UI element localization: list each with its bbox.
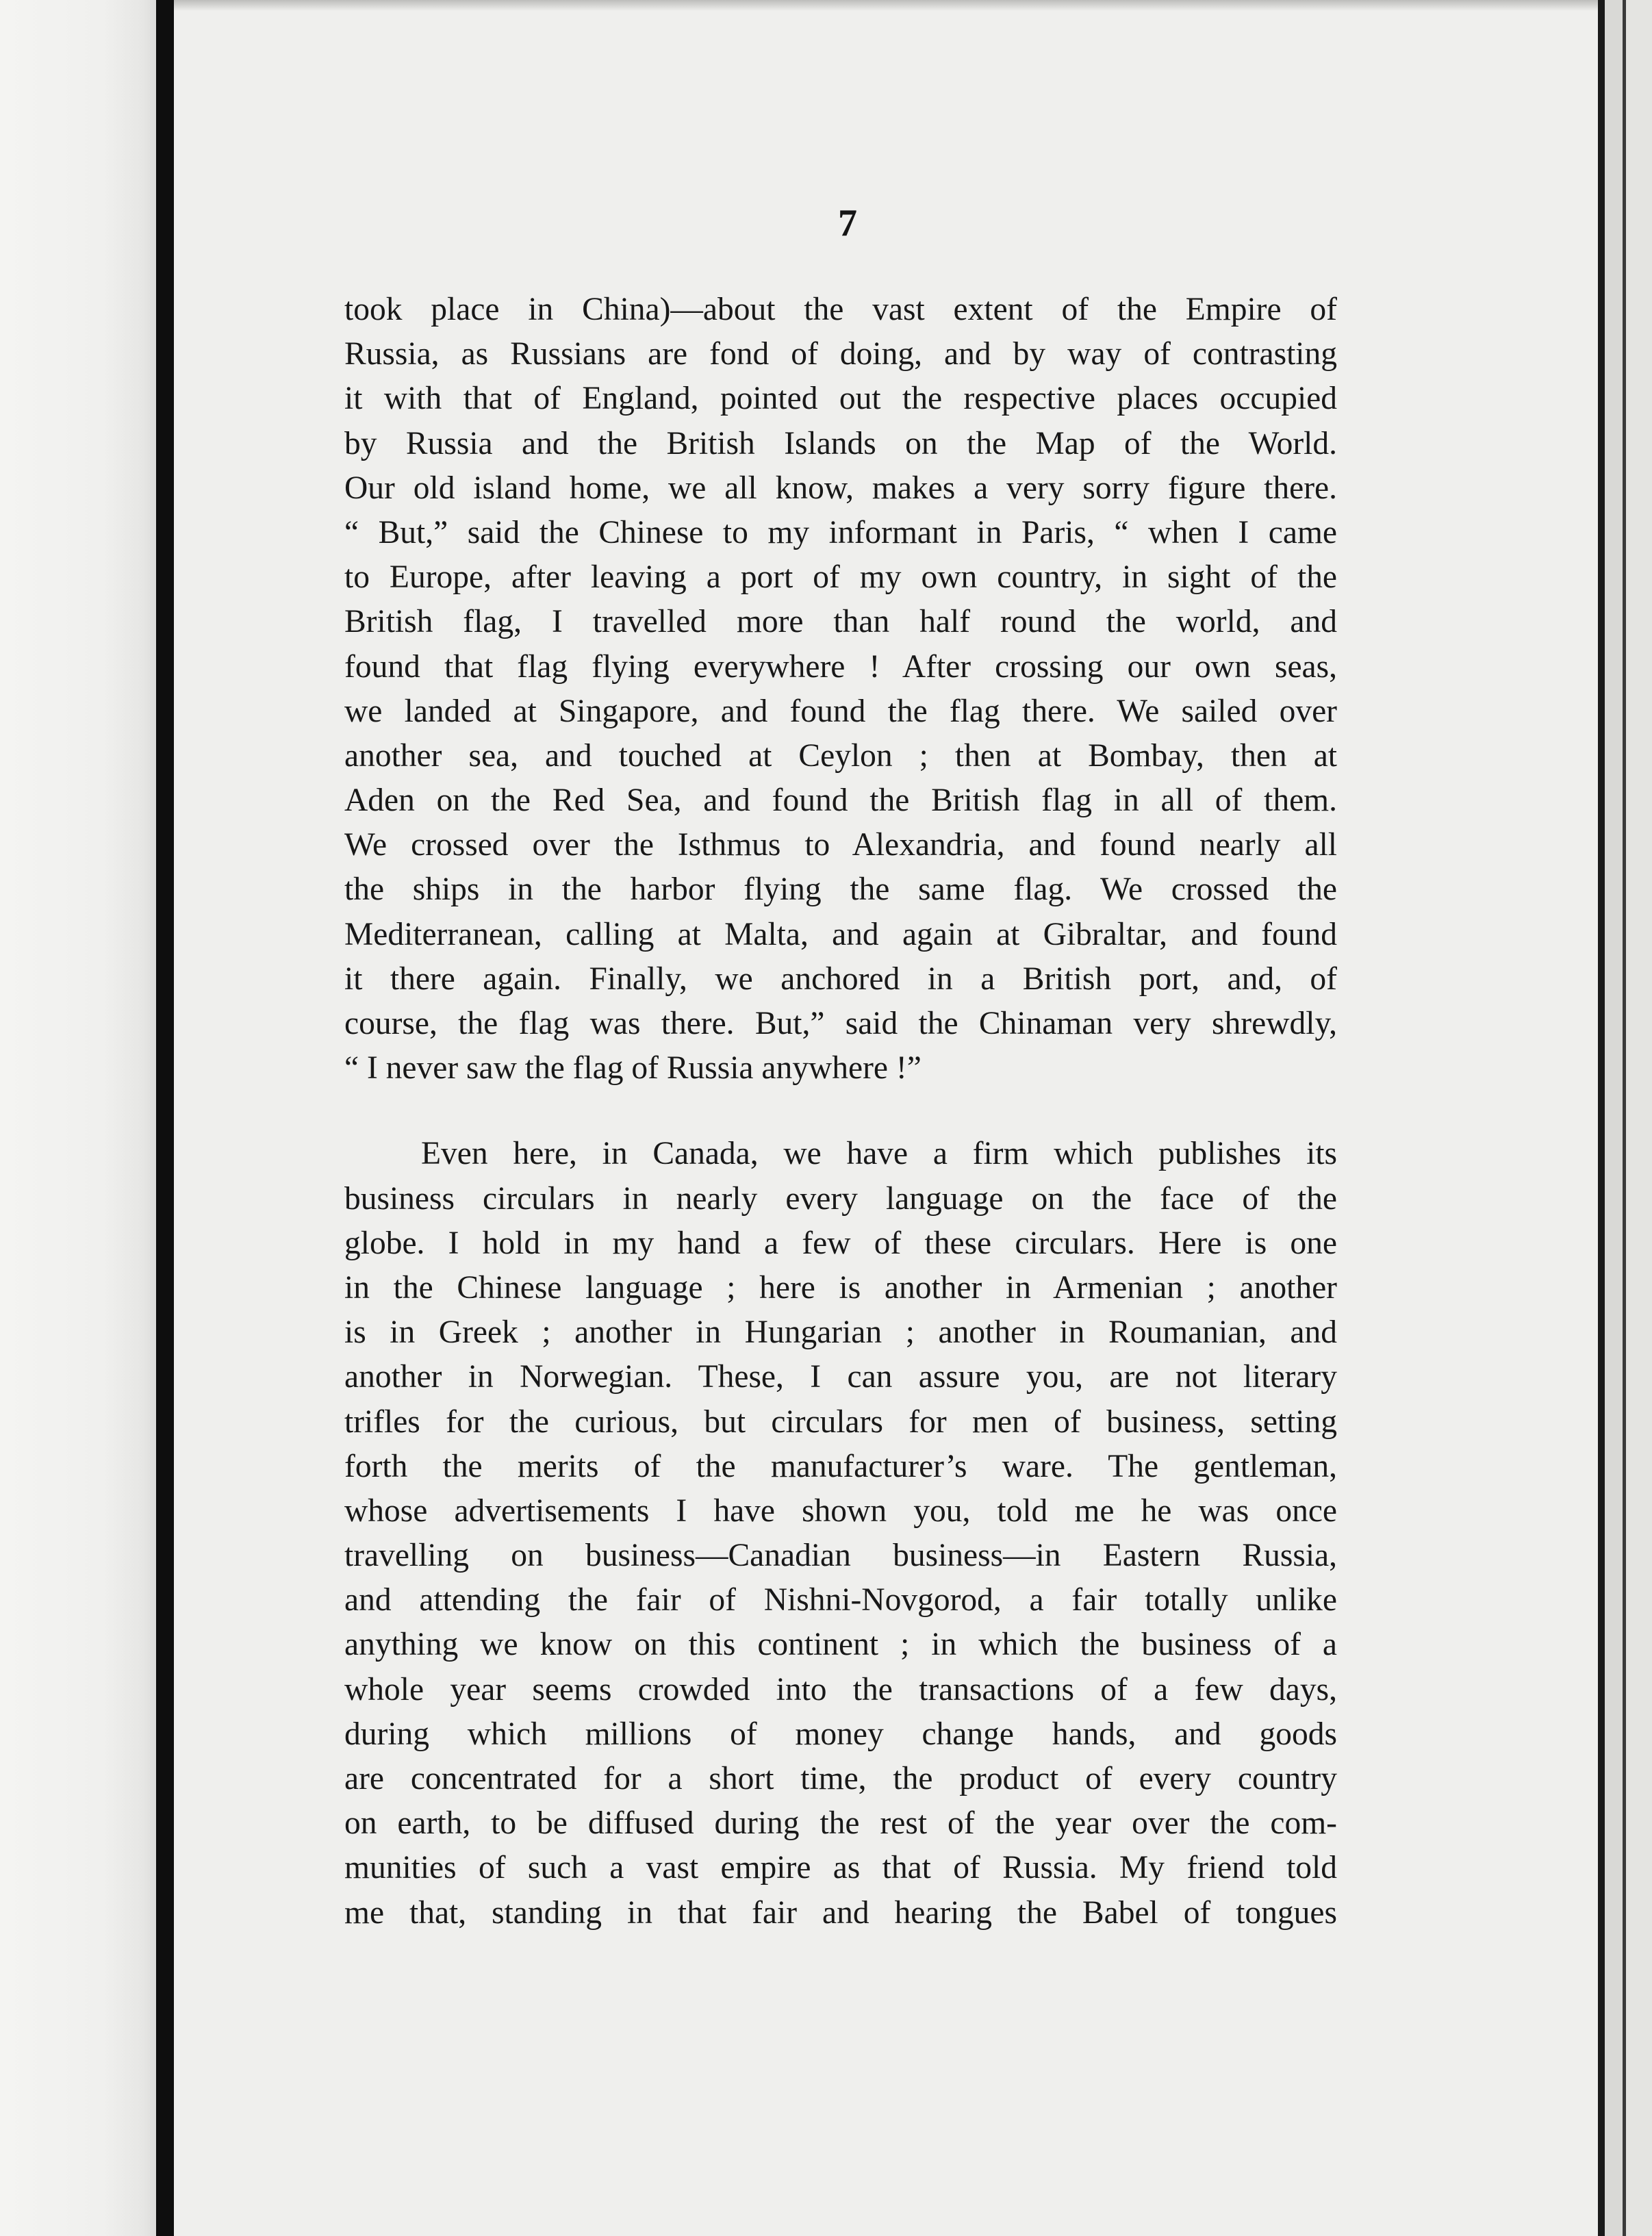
text-line: the ships in the harbor flying the same flag. We crossed the: [344, 872, 1337, 908]
paragraph-1: [344, 288, 1337, 1091]
page-edge-dark: [1598, 0, 1605, 2236]
binding-margin: [0, 0, 156, 2236]
text-line: are concentrated for a short time, the product of every country: [344, 1761, 1337, 1796]
text-line: anything we know on this continent ; in which the business of a: [344, 1627, 1337, 1663]
text-line: forth the merits of the manufacturer’s ware. The gentleman,: [344, 1448, 1337, 1484]
text-line: globe. I hold in my hand a few of these circulars. Here is one: [344, 1225, 1337, 1261]
text-line: munities of such a vast empire as that of Russia. My friend told: [344, 1850, 1337, 1886]
text-line: me that, standing in that fair and hearing the Babel of tongues: [344, 1894, 1337, 1931]
body-text: [344, 288, 1337, 1935]
text-line: it with that of England, pointed out the respective places occupied: [344, 381, 1337, 417]
text-line: whose advertisements I have shown you, told me he was once: [344, 1492, 1337, 1529]
text-line: course, the flag was there. But,” said the Chinaman very shrewdly,: [344, 1006, 1337, 1041]
text-line: another in Norwegian. These, I can assure you, are not literary: [344, 1359, 1337, 1395]
page-stack-edge: [1605, 0, 1623, 2236]
text-line: took place in China)—about the vast extent of the Empire of: [344, 292, 1337, 327]
text-line: found that flag flying everywhere ! After crossing our own seas,: [344, 648, 1337, 685]
text-line: “ But,” said the Chinese to my informant in Paris, “ when I came: [344, 514, 1337, 550]
text-line: it there again. Finally, we anchored in a British port, and, of: [344, 961, 1337, 997]
text-line: another sea, and touched at Ceylon ; then at Bombay, then at: [344, 737, 1337, 774]
text-line: travelling on business—Canadian business—in Eastern Russia,: [344, 1538, 1337, 1574]
text-line: during which millions of money change hands, and goods: [344, 1716, 1337, 1752]
text-line: on earth, to be diffused during the rest of the year over the com-: [344, 1805, 1337, 1842]
text-line: trifles for the curious, but circulars for men of business, setting: [344, 1403, 1337, 1440]
text-line: We crossed over the Isthmus to Alexandria, and found nearly all: [344, 827, 1337, 863]
page-stack-outer: [1626, 0, 1652, 2236]
text-line: Mediterranean, calling at Malta, and again at Gibraltar, and found: [344, 916, 1337, 952]
text-line: British flag, I travelled more than half round the world, and: [344, 604, 1337, 640]
text-line: whole year seems crowded into the transactions of a few days,: [344, 1671, 1337, 1707]
text-line: “ I never saw the flag of Russia anywhere !”: [344, 1050, 922, 1087]
top-edge-shadow: [174, 0, 1598, 11]
paragraph-spacer: [344, 1091, 1337, 1132]
text-line: by Russia and the British Islands on the Map of the World.: [344, 425, 1337, 461]
text-line: business circulars in nearly every language on the face of the: [344, 1180, 1337, 1217]
text-line: we landed at Singapore, and found the flag there. We sailed over: [344, 693, 1337, 729]
page-number: 7: [838, 202, 857, 244]
text-line: Our old island home, we all know, makes a very sorry figure there.: [344, 470, 1337, 506]
text-line: Russia, as Russians are fond of doing, and by way of contrasting: [344, 336, 1337, 372]
text-line: to Europe, after leaving a port of my own country, in sight of the: [344, 559, 1337, 596]
paragraph-2: [344, 1132, 1337, 1935]
text-line: in the Chinese language ; here is another in Armenian ; another: [344, 1269, 1337, 1306]
text-line: Aden on the Red Sea, and found the British flag in all of them.: [344, 783, 1337, 819]
text-line: and attending the fair of Nishni-Novgorod, a fair totally unlike: [344, 1582, 1337, 1618]
binding-shadow-bar: [156, 0, 174, 2236]
text-line: is in Greek ; another in Hungarian ; another in Roumanian, and: [344, 1314, 1337, 1351]
text-line: Even here, in Canada, we have a firm which publishes its: [421, 1136, 1337, 1172]
